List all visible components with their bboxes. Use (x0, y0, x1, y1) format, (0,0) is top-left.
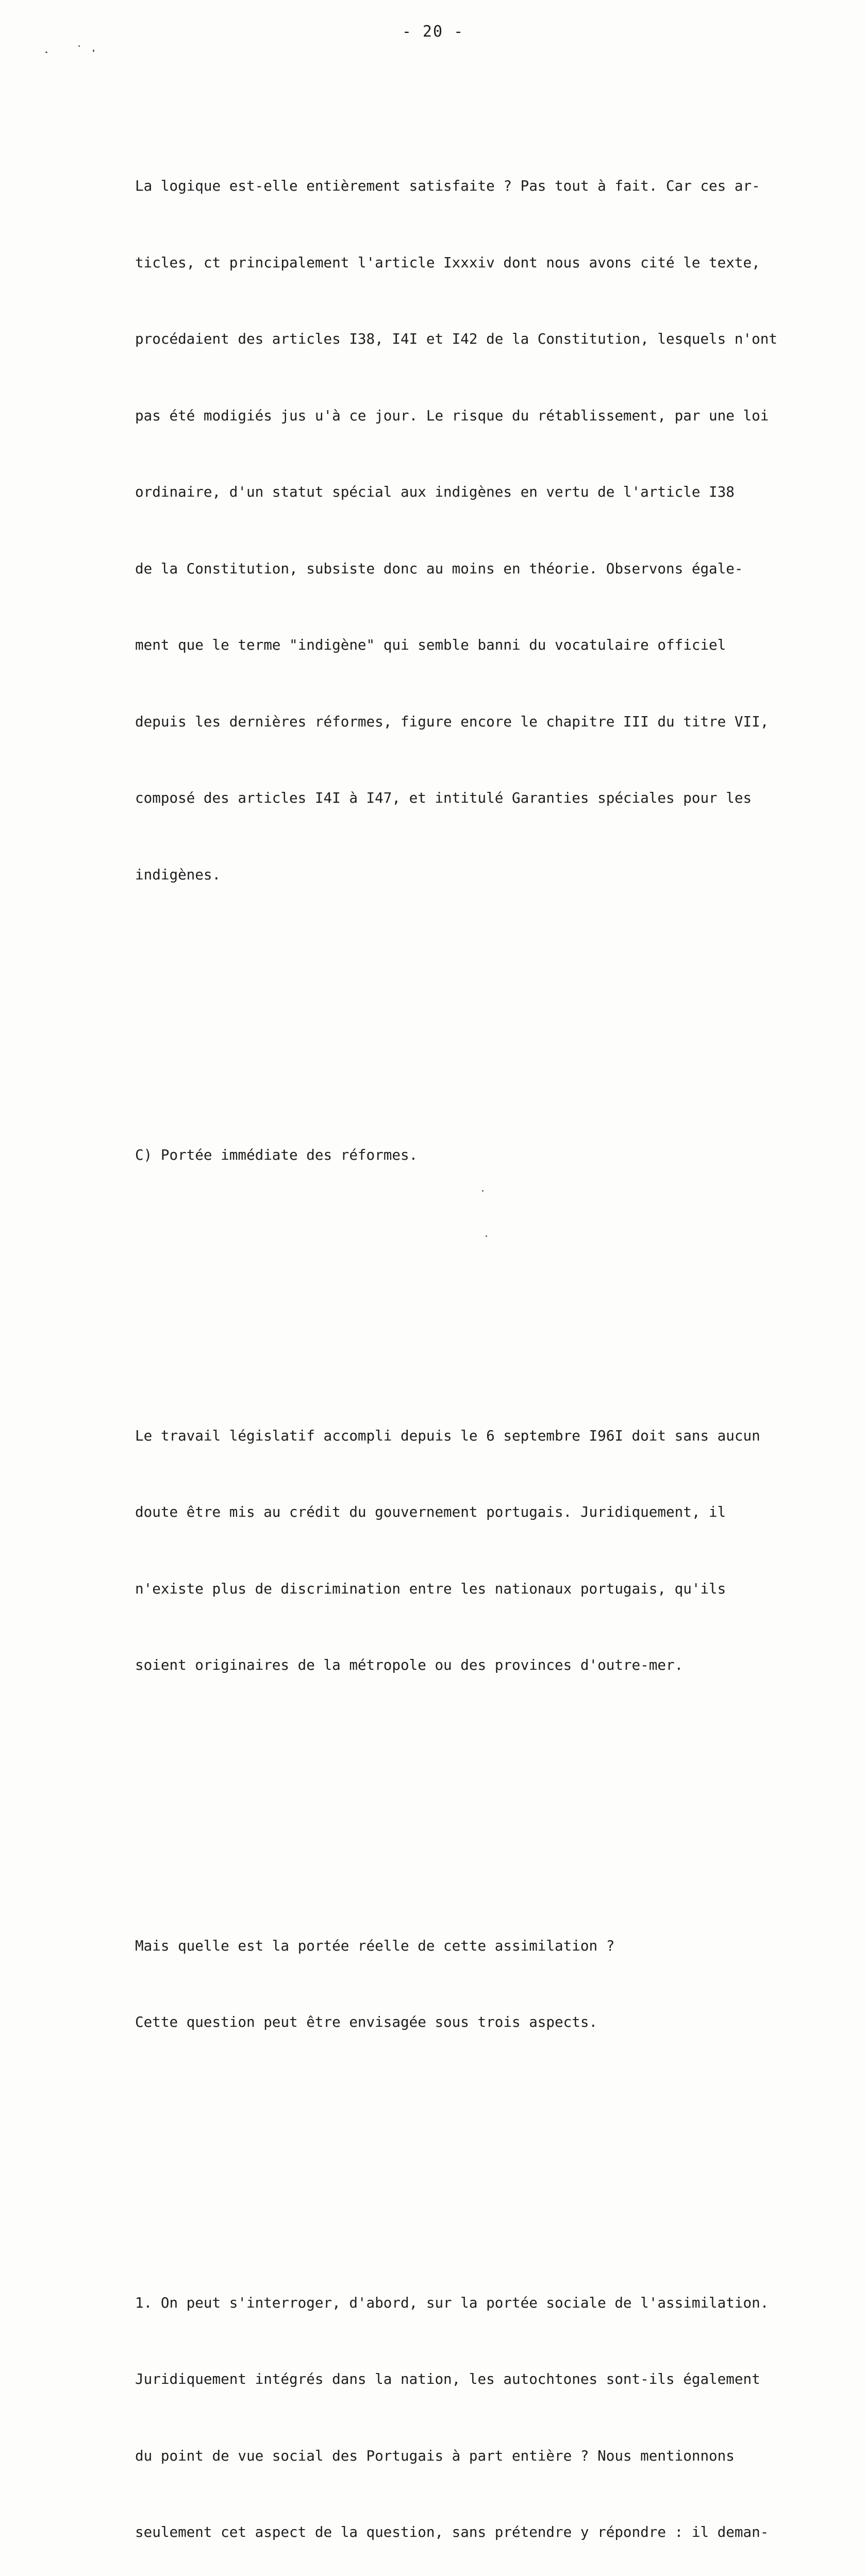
text-line: n'existe plus de discrimination entre les nationaux portugais, qu'ils (135, 1576, 846, 1602)
document-body (135, 71, 846, 2576)
page-number: - 20 - (0, 23, 866, 41)
text-line: Cette question peut être envisagée sous trois aspects. (135, 2009, 846, 2035)
paragraph-spacer (135, 1780, 846, 1806)
text-line: seulement cet aspect de la question, sans prétendre y répondre : il deman- (135, 2519, 846, 2545)
paragraph-logic (135, 122, 846, 938)
paragraph-spacer (135, 989, 846, 1015)
text-line: La logique est-elle entièrement satisfaite ? Pas tout à fait. Car ces ar- (135, 173, 846, 199)
scan-speck (45, 52, 47, 53)
section-heading-c (135, 1091, 846, 1219)
text-line: 1. On peut s'interroger, d'abord, sur la portée sociale de l'assimilation. (135, 2290, 846, 2316)
text-line: soient originaires de la métropole ou des provinces d'outre-mer. (135, 1652, 846, 1678)
paragraph-spacer (135, 1270, 846, 1296)
scan-speck (78, 45, 80, 47)
paragraph-aspect-1 (135, 2239, 846, 2576)
text-line: Juridiquement intégrés dans la nation, les autochtones sont-ils également (135, 2366, 846, 2392)
scan-speck (482, 1190, 484, 1192)
paragraph-spacer (135, 2137, 846, 2163)
section-heading: C) Portée immédiate des réformes. (135, 1142, 846, 1168)
text-line: ticles, ct principalement l'article Ixxxiv dont nous avons cité le texte, (135, 250, 846, 276)
text-line: doute être mis au crédit du gouvernement portugais. Juridiquement, il (135, 1499, 846, 1525)
text-line: Le travail législatif accompli depuis le 6 septembre I96I doit sans aucun (135, 1423, 846, 1449)
text-line: depuis les dernières réformes, figure encore le chapitre III du titre VII, (135, 709, 846, 735)
text-line: Mais quelle est la portée réelle de cette assimilation ? (135, 1933, 846, 1959)
scan-speck (486, 1235, 487, 1237)
text-line: composé des articles I4I à I47, et intitulé Garanties spéciales pour les (135, 785, 846, 811)
paragraph-legislative-work (135, 1372, 846, 1729)
text-line: ordinaire, d'un statut spécial aux indigènes en vertu de l'article I38 (135, 479, 846, 505)
text-line: de la Constitution, subsiste donc au moins en théorie. Observons égale- (135, 556, 846, 582)
text-line: ment que le terme "indigène" qui semble banni du vocatulaire officiel (135, 632, 846, 658)
text-line: du point de vue social des Portugais à part entière ? Nous mentionnons (135, 2443, 846, 2469)
text-line: procédaient des articles I38, I4I et I42 de la Constitution, lesquels n'ont (135, 326, 846, 352)
scan-speck (93, 49, 94, 52)
text-line: pas été modigiés jus u'à ce jour. Le risque du rétablissement, par une loi (135, 403, 846, 429)
document-page (0, 0, 866, 1245)
text-line: indigènes. (135, 862, 846, 888)
paragraph-question (135, 1882, 846, 2086)
